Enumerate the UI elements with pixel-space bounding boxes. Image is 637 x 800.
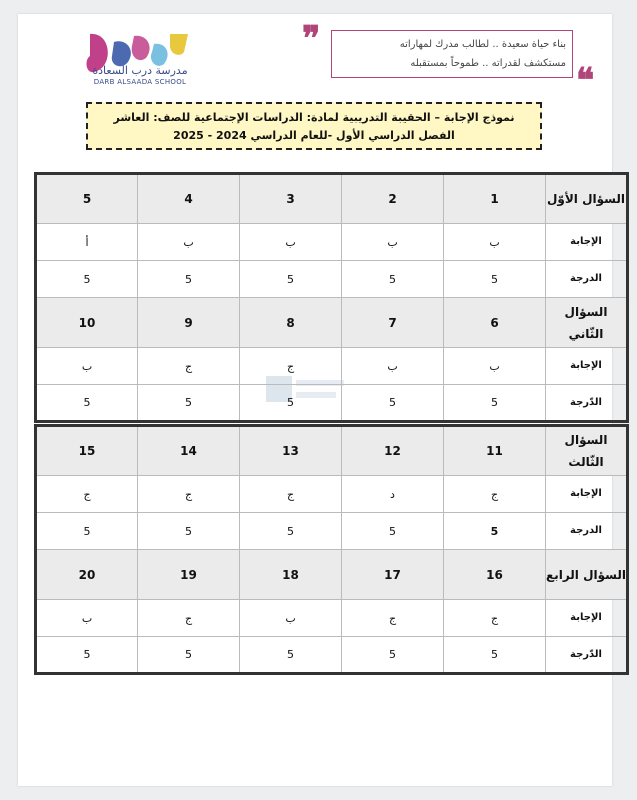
section-label: السؤال الأوّل (546, 174, 628, 224)
answer-cell: أ (36, 224, 138, 261)
table-row (36, 637, 628, 674)
question-number: 6 (444, 298, 546, 348)
answer-cell: د (342, 476, 444, 513)
grade-cell: 5 (240, 385, 342, 422)
title-line-1: نموذج الإجابة – الحقيبة التدريبية لمادة: الدراسات الإجتماعية للصف: العاشر (113, 111, 515, 124)
grade-label: الدّرجة (546, 637, 628, 674)
grade-label: الدّرجة (546, 385, 628, 422)
question-number: 16 (444, 550, 546, 600)
question-number: 3 (240, 174, 342, 224)
table-row (36, 600, 628, 637)
grade-cell: 5 (444, 385, 546, 422)
grade-cell: 5 (138, 513, 240, 550)
answer-cell: ب (36, 348, 138, 385)
grade-cell: 5 (240, 513, 342, 550)
question-number: 1 (444, 174, 546, 224)
question-number: 2 (342, 174, 444, 224)
grade-cell: 5 (138, 637, 240, 674)
table-row (36, 261, 628, 298)
question-number: 4 (138, 174, 240, 224)
document-title-box (86, 102, 542, 150)
quote-open-icon: ❞ (302, 19, 321, 59)
grade-cell: 5 (342, 513, 444, 550)
answer-label: الإجابة (546, 600, 628, 637)
question-number: 9 (138, 298, 240, 348)
grade-cell: 5 (36, 385, 138, 422)
question-number: 10 (36, 298, 138, 348)
grade-label: الدرجة (546, 513, 628, 550)
grade-label: الدرجة (546, 261, 628, 298)
question-number: 17 (342, 550, 444, 600)
grade-cell: 5 (444, 513, 546, 550)
question-number: 14 (138, 426, 240, 476)
table-row (36, 476, 628, 513)
table-row (36, 348, 628, 385)
school-name-arabic: مدرسة درب السعادة (92, 64, 188, 77)
answer-cell: ب (342, 348, 444, 385)
answer-cell: ج (138, 348, 240, 385)
answer-cell: ج (240, 476, 342, 513)
grade-cell: 5 (240, 637, 342, 674)
question-number: 8 (240, 298, 342, 348)
table-row (36, 174, 628, 224)
grade-cell: 5 (342, 261, 444, 298)
motto-line-1: بناء حياة سعيدة .. لطالب مدرك لمهاراته (399, 39, 566, 50)
grade-cell: 5 (36, 261, 138, 298)
answer-cell: ب (444, 348, 546, 385)
table-row (36, 513, 628, 550)
table-row (36, 224, 628, 261)
question-number: 7 (342, 298, 444, 348)
answer-cell: ج (444, 476, 546, 513)
table-row (36, 550, 628, 600)
question-number: 20 (36, 550, 138, 600)
answer-label: الإجابة (546, 224, 628, 261)
answer-label: الإجابة (546, 348, 628, 385)
answer-table-2 (34, 424, 629, 675)
answer-cell: ج (138, 600, 240, 637)
answer-table-1 (34, 172, 629, 423)
grade-cell: 5 (444, 261, 546, 298)
question-number: 11 (444, 426, 546, 476)
section-label: السؤال الثّاني (546, 298, 628, 348)
document-page (18, 14, 626, 786)
question-number: 15 (36, 426, 138, 476)
answer-cell: ج (444, 600, 546, 637)
answer-cell: ج (138, 476, 240, 513)
school-motto-box (331, 30, 573, 78)
grade-cell: 5 (36, 637, 138, 674)
grade-cell: 5 (444, 637, 546, 674)
answer-cell: ب (342, 224, 444, 261)
question-number: 13 (240, 426, 342, 476)
table-row (36, 385, 628, 422)
question-number: 19 (138, 550, 240, 600)
title-line-2: الفصل الدراسي الأول -للعام الدراسي 2024 - 2025 (173, 129, 455, 142)
question-number: 5 (36, 174, 138, 224)
motto-line-2: مستكشف لقدراته .. طموحاً بمستقبله (410, 58, 566, 69)
table-row (36, 298, 628, 348)
answer-cell: ب (36, 600, 138, 637)
answer-cell: ج (240, 348, 342, 385)
answer-cell: ب (138, 224, 240, 261)
grade-cell: 5 (138, 385, 240, 422)
grade-cell: 5 (240, 261, 342, 298)
table-row (36, 426, 628, 476)
answer-cell: ج (36, 476, 138, 513)
answer-cell: ب (444, 224, 546, 261)
grade-cell: 5 (342, 385, 444, 422)
grade-cell: 5 (36, 513, 138, 550)
quote-close-icon: ❝ (576, 61, 595, 101)
section-label: السؤال الثّالث (546, 426, 628, 476)
school-name-english: DARB ALSAADA SCHOOL (93, 78, 187, 86)
answer-cell: ب (240, 224, 342, 261)
answer-cell: ج (342, 600, 444, 637)
question-number: 12 (342, 426, 444, 476)
grade-cell: 5 (138, 261, 240, 298)
answer-label: الإجابة (546, 476, 628, 513)
section-label: السؤال الرابع (546, 550, 628, 600)
answer-cell: ب (240, 600, 342, 637)
question-number: 18 (240, 550, 342, 600)
grade-cell: 5 (342, 637, 444, 674)
